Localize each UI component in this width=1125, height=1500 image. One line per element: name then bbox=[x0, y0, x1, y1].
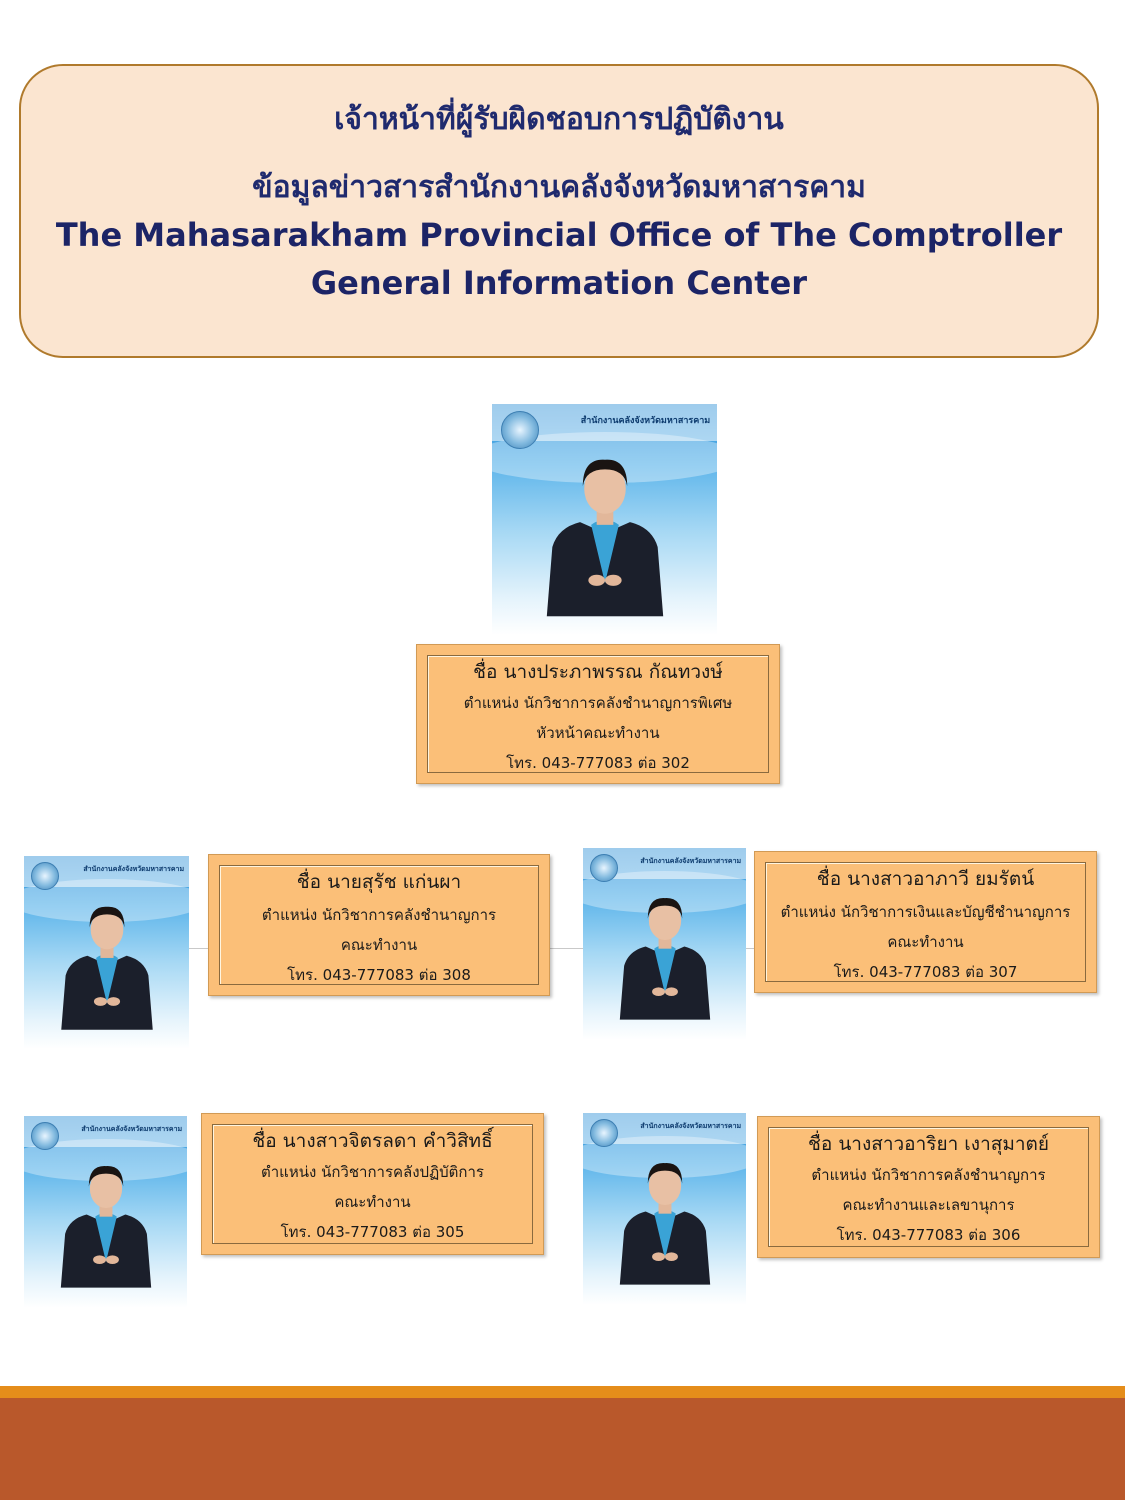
staff-position: ตำแหน่ง นักวิชาการเงินและบัญชีชำนาญการ bbox=[780, 903, 1071, 921]
staff-role: คณะทำงาน bbox=[340, 936, 418, 954]
connector-line bbox=[188, 948, 210, 949]
staff-position: ตำแหน่ง นักวิชาการคลังปฏิบัติการ bbox=[261, 1163, 484, 1181]
staff-name: ชื่อ นางสาวจิตรลดา คำวิสิทธิ์ bbox=[252, 1130, 493, 1152]
staff-name: ชื่อ นางสาวอาริยา เงาสุมาตย์ bbox=[807, 1133, 1050, 1155]
title-thai-2: ข้อมูลข่าวสารสำนักงานคลังจังหวัดมหาสารคาม bbox=[252, 170, 866, 205]
photo-banner-text: สำนักงานคลังจังหวัดมหาสารคาม bbox=[640, 856, 742, 865]
person-portrait-icon bbox=[611, 1151, 719, 1289]
header-box bbox=[19, 64, 1099, 358]
staff-card-3 bbox=[201, 1113, 544, 1255]
staff-photo-chief bbox=[492, 404, 717, 635]
footer-accent-bar bbox=[0, 1386, 1125, 1398]
office-seal-icon bbox=[31, 1122, 59, 1150]
connector-line bbox=[746, 948, 754, 949]
footer-bar bbox=[0, 1398, 1125, 1500]
staff-photo-3 bbox=[24, 1116, 187, 1308]
connector-line bbox=[550, 948, 583, 949]
photo-banner-text: สำนักงานคลังจังหวัดมหาสารคาม bbox=[640, 1121, 742, 1130]
title-thai-1: เจ้าหน้าที่ผู้รับผิดชอบการปฏิบัติงาน bbox=[334, 102, 784, 137]
staff-position: ตำแหน่ง นักวิชาการคลังชำนาญการ bbox=[261, 906, 497, 924]
person-portrait-icon bbox=[530, 450, 679, 616]
title-english-2: General Information Center bbox=[310, 264, 808, 302]
staff-phone: โทร. 043-777083 ต่อ 306 bbox=[836, 1226, 1021, 1244]
office-seal-icon bbox=[590, 1119, 618, 1147]
person-portrait-icon bbox=[52, 895, 161, 1034]
staff-phone: โทร. 043-777083 ต่อ 308 bbox=[287, 966, 471, 984]
photo-banner-text: สำนักงานคลังจังหวัดมหาสารคาม bbox=[83, 864, 185, 873]
staff-name: ชื่อ นางประภาพรรณ กัณทวงษ์ bbox=[473, 661, 723, 683]
staff-name: ชื่อ นางสาวอาภาวี ยมรัตน์ bbox=[816, 868, 1035, 890]
office-seal-icon bbox=[501, 411, 539, 449]
staff-photo-4 bbox=[583, 1113, 746, 1305]
staff-phone: โทร. 043-777083 ต่อ 302 bbox=[506, 754, 690, 772]
staff-role: คณะทำงาน bbox=[334, 1193, 411, 1211]
staff-position: ตำแหน่ง นักวิชาการคลังชำนาญการ bbox=[811, 1166, 1046, 1184]
staff-card-chief bbox=[416, 644, 780, 784]
office-seal-icon bbox=[590, 854, 618, 882]
photo-banner-text: สำนักงานคลังจังหวัดมหาสารคาม bbox=[580, 416, 711, 427]
staff-phone: โทร. 043-777083 ต่อ 305 bbox=[280, 1223, 465, 1241]
staff-photo-1 bbox=[24, 856, 189, 1049]
person-portrait-icon bbox=[52, 1154, 160, 1292]
staff-role: คณะทำงานและเลขานุการ bbox=[842, 1196, 1015, 1214]
staff-role: คณะทำงาน bbox=[887, 933, 964, 951]
staff-card-1 bbox=[208, 854, 550, 996]
staff-photo-2 bbox=[583, 848, 746, 1040]
staff-card-4 bbox=[757, 1116, 1100, 1258]
title-english-1: The Mahasarakham Provincial Office of The Comptroller bbox=[55, 216, 1063, 254]
staff-card-2 bbox=[754, 851, 1097, 993]
staff-phone: โทร. 043-777083 ต่อ 307 bbox=[833, 963, 1018, 981]
staff-position: ตำแหน่ง นักวิชาการคลังชำนาญการพิเศษ bbox=[463, 694, 733, 712]
photo-banner-text: สำนักงานคลังจังหวัดมหาสารคาม bbox=[81, 1124, 183, 1133]
staff-name: ชื่อ นายสุรัช แก่นผา bbox=[296, 871, 462, 893]
staff-role: หัวหน้าคณะทำงาน bbox=[536, 724, 660, 742]
office-seal-icon bbox=[31, 862, 59, 890]
person-portrait-icon bbox=[611, 886, 719, 1024]
